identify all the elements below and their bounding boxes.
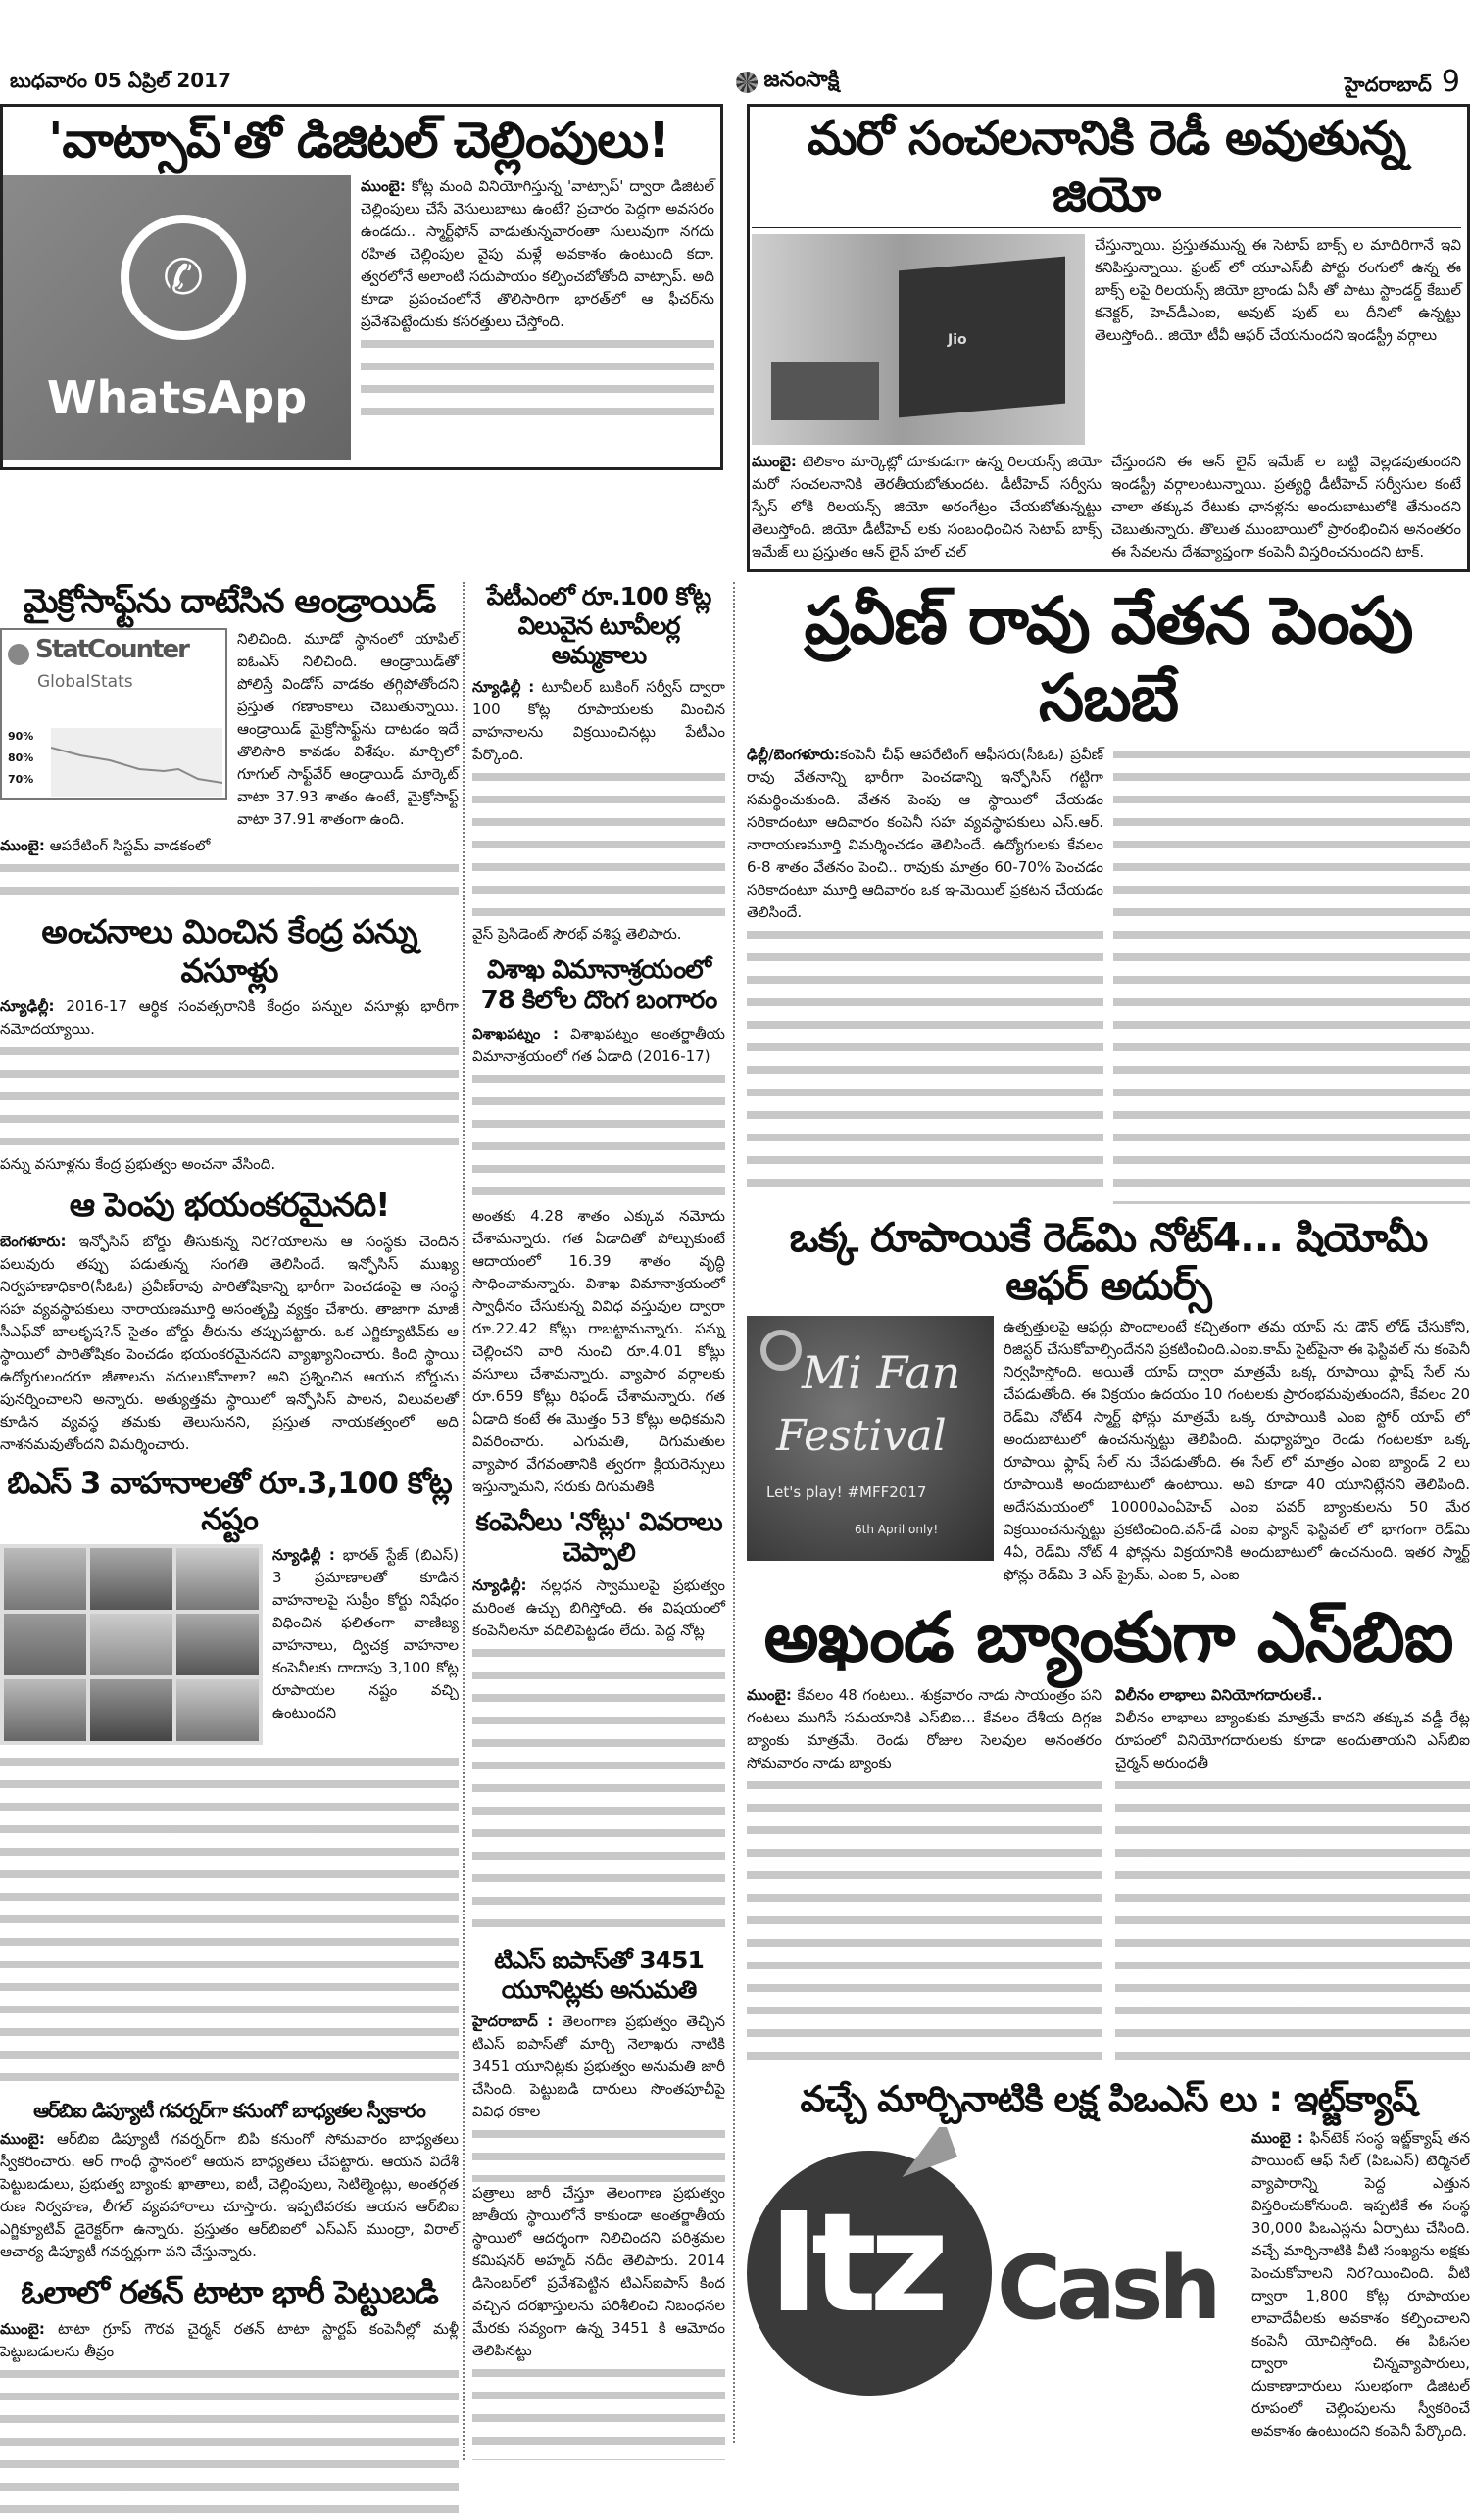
dateline: న్యూఢిల్లీ : — [472, 678, 535, 697]
speaker-icon — [760, 1330, 802, 1371]
text-continuation — [747, 924, 1103, 1198]
article-body — [0, 1231, 459, 1456]
dateline: ముంబై: — [747, 1685, 792, 1704]
article-jio — [747, 104, 1470, 572]
article-body-left — [747, 1684, 1102, 2068]
article-bs3 — [0, 1466, 459, 2089]
body-text: ఆపరేటింగ్ సిస్టమ్ వాడకంలో — [49, 836, 211, 854]
headline: కంపెనీలు 'నోట్లు' వివరాలు చెప్పాలి — [475, 1507, 722, 1568]
dateline: విశాఖపట్నం : — [472, 1024, 559, 1042]
text-continuation — [472, 1068, 725, 1205]
article-android — [0, 582, 459, 902]
article-ola — [0, 2273, 459, 2520]
article-body-end: పన్ను వసూళ్లను కేంద్ర ప్రభుత్వం అంచనా వేసింది. — [0, 1155, 276, 1174]
festival-tagline: Let's play! #MFF2017 — [766, 1482, 927, 1501]
article-body — [472, 1023, 725, 1068]
body-text: 2016-17 ఆర్థిక సంవత్సరానికి కేంద్రం పన్నుల వసూళ్లు భారీగా నమోదయ్యాయి. — [0, 997, 459, 1039]
body-text: టెలికాం మార్కెట్లో దూకుడుగా ఉన్న రిలయన్స్ జియో మరో సంచలనానికి తెరతీయబోతుందట. డీటీహెచ్ సర్వీసు స్పేస్ లోకి రిలయన్స్ జియో అరంగేట్రం చేయబోతున్నట్టు తెలుస్తోంది. జియో డీటీహెచ్ లకు సంబంధించిన సెటాప్ బాక్స్ ఇమేజ్ లు ప్రస్తుతం ఆన్ లైన్ హల్ చల్ — [752, 453, 1102, 561]
body-text: తెలంగాణ ప్రభుత్వం తెచ్చిన టిఎస్ ఐపాస్‌తో మార్చి నెలాఖరు నాటికి 3451 యూనిట్లకు ప్రభుత్వం అనుమతి జారీ చేసింది. పెట్టుబడి దారులు సొంతపూచీపై వివిధ రకాల — [472, 2011, 725, 2120]
dateline: న్యూఢిల్లీ : — [272, 1546, 335, 1565]
text-continuation — [747, 1774, 1102, 2068]
article-body — [747, 744, 1103, 924]
body-text: కేవలం 48 గంటలు.. శుక్రవారం నాడు సాయంత్రం పని గంటలు ముగిసే సమయానికి ఎస్‌బిఐ... కేవలం దేశీయ దిగ్గజ బ్యాంకు మాత్రమే. రెండు రోజుల సెలవుల అనంతరం సోమవారం నాడు బ్యాంకు — [747, 1685, 1102, 1771]
article-body — [0, 2318, 459, 2363]
paper-name: జనంసాక్షి — [763, 68, 840, 92]
text-continuation — [361, 333, 714, 423]
logo-text-cash: Cash — [997, 2237, 1217, 2341]
dateline: ముంబై : — [1251, 2129, 1303, 2148]
statcounter-chart-image — [0, 628, 227, 800]
text-continuation — [472, 2362, 725, 2460]
article-body — [472, 2011, 725, 2123]
dateline: ముంబై: — [361, 177, 406, 195]
headline: ఒక్క రూపాయికే రెడ్‌మి నోట్4... షియోమీ ఆఫర్ అదుర్స్ — [789, 1213, 1428, 1309]
article-body-side: నిలిచింది. మూడో స్థానంలో యాపిల్ ఐఓఎస్ నిలిచింది. ఆండ్రాయిడ్‌తో పోలిస్తే విండోస్ వాడకం తగ్గిపోతోందని ప్రస్తుత గణాంకాలు చెబుతున్నాయి. ఆండ్రాయిడ్ మైక్రోసాఫ్ట్‌ను దాటడం ఇదే తొలిసారి కావడం విశేషం. మార్చిలో గూగుల్ సాఫ్ట్‌వేర్ ఆండ్రాయిడ్ మార్కెట్ వాటా 37.93 శాతం ఉంటే, మైక్రోసాఫ్ట్ వాటా 37.91 శాతంగా ఉంది. — [237, 629, 459, 828]
article-redmi — [747, 1214, 1470, 1586]
body-text: కంపెనీ చీఫ్ ఆపరేటింగ్ ఆఫీసరు(సీఓఓ) ప్రవీణ్ రావు వేతనాన్ని భారీగా పెంచడాన్ని ఇన్ఫోసిస్ గట్టిగా సమర్థించుకుంది. వేతన పెంపు ఆ స్థాయిలో చేయడం సరికాదంటూ ఆదివారం కంపెనీ సహ వ్యవస్థాపకులు ఎస్.ఆర్. నారాయణమూర్తి విమర్శించడం తెలిసిందే. ఉద్యోగులకు కేవలం 6-8 శాతం వేతనం పెంచి.. రావుకు మాత్రం 60-70% పెంచడం సరికాదంటూ మూర్తి ఆదివారం ఒక ఇ-మెయిల్ ప్రకటన చేయడం తెలిసిందే. — [747, 745, 1103, 921]
city-name: హైదరాబాద్ — [1344, 72, 1432, 96]
page-info — [1345, 65, 1460, 101]
jio-setup-box-image — [752, 234, 1085, 445]
dateline: న్యూఢిల్లీ: — [0, 997, 55, 1016]
dateline: న్యూఢిల్లీ: — [472, 1575, 527, 1594]
body-text: ఆర్‌బిఐ డిప్యూటీ గవర్నర్‌గా బిపి కనుంగో సోమవారం బాధ్యతలు స్వీకరించారు. ఆర్ గాంధీ స్థానంలో ఆయన బాధ్యతలు చేపట్టారు. ఆయన విదేశీ పెట్టుబడులు, ప్రభుత్వ బ్యాంకు ఖాతాలు, ఐటీ, చెల్లింపులు, సెటిల్మెంట్లు, అంతర్గత రుణ నిర్వహణ, లీగల్ వ్యవహారాలు చూస్తారు. ఇప్పటివరకు ఆయన ఆర్‌బిఐ ఎగ్జిక్యూటివ్ డైరెక్టర్‌గా ఉన్నారు. ప్రస్తుతం ఆర్‌బిఐలో ఎస్ఎస్ ముంద్రా, విరాల్ ఆచార్య డిప్యూటీ గవర్నర్లుగా పని చేస్తున్నారు. — [0, 2130, 459, 2261]
article-rbi — [0, 2099, 459, 2263]
headline: ఆ పెంపు భయంకరమైనది! — [69, 1186, 390, 1225]
masthead — [736, 68, 839, 97]
headline: ప్రవీణ్ రావు వేతన పెంపు సబబే — [804, 583, 1413, 737]
article-body: ఉత్పత్తులపై ఆఫర్లు పొందాలంటే కచ్చితంగా తమ యాప్ ను డౌన్ లోడ్ చేసుకోని, రిజిస్టర్ చేసుకోవాల్సిందేనని ప్రకటించింది.ఎంఐ.కామ్ సైట్‌పైనా ఈ ఫెస్టివల్ ను కంపెనీ నిర్వహిస్తోంది. అయితే యాప్ ద్వారా మాత్రమే ఒక్క రూపాయి ఫ్లాష్ సేల్ ను చేపడుతోంది. ఈ విక్రయం ఉదయం 10 గంటలకు ప్రారంభమవుతుందని, కేవలం 20 రెడ్‌మి నోట్4 స్మార్ట్ ఫోన్లు మాత్రమే ఒక్క రూపాయికి ఎంఐ స్టోర్ యాప్ లో అందుబాటులో ఉంచనున్నట్టు తెలిపింది. మధ్యాహ్నం రెండు గంటలకూ ఒక్క రూపాయి ఫ్లాష్ సేల్ ను చేపడుతోంది. ఈ సేల్ లో మాత్రం ఎంఐ బ్యాండ్ 2 లు రూపాయికి అందుబాటులో ఉంటాయి. అవి కూడా 40 యూనిట్లేనని తెలిపింది. అదేసమయంలో 10000ఎంఏహెచ్ ఎంఐ పవర్ బ్యాంకులను 50 మేర విక్రయించనున్నట్టు ప్రకటించింది.వన్-డే ఎంఐ ఫ్యాన్ ఫెస్టివల్ లో భాగంగా రెడ్‌మి 4ఏ, రెడ్‌మి నోట్ 4 ఫోన్లను విక్రయానికి అందుబాటులో ఉంచనుంది. ఇతర స్మార్ట్ ఫోన్లు రెడ్‌మి 3 ఎస్ ప్రైమ్, ఎంఐ 5, ఎంఐ — [1004, 1317, 1470, 1583]
article-whatsapp — [0, 104, 723, 470]
article-paytm — [472, 582, 725, 945]
article-body-left — [747, 744, 1103, 1198]
top-stories — [0, 104, 1470, 572]
text-continuation — [0, 1751, 459, 2089]
headline: ఓలాలో రతన్ టాటా భారీ పెట్టుబడి — [21, 2273, 438, 2312]
dateline: ముంబై: — [752, 453, 797, 471]
headline: బిఎస్ 3 వాహనాలతో రూ.3,100 కోట్ల నష్టం — [7, 1465, 452, 1537]
text-continuation — [472, 766, 725, 923]
article-body — [747, 1684, 1102, 1774]
festival-date: 6th April only! — [855, 1522, 939, 1536]
article-praveen-rao — [747, 582, 1470, 1203]
dateline: ముంబై: — [0, 2319, 45, 2338]
page-number: 9 — [1441, 64, 1460, 99]
article-tax — [0, 912, 459, 1176]
article-company-notes — [472, 1508, 725, 1936]
headline: విశాఖ విమానాశ్రయంలో 78 కిలోల దొంగ బంగారం — [480, 955, 717, 1016]
main-stories — [0, 582, 1470, 2520]
y-tick: 70% — [8, 772, 34, 786]
text-continuation — [0, 2363, 459, 2520]
itzcash-logo-image — [747, 2127, 1242, 2401]
headline: టిఎస్ ఐపాస్‌తో 3451 యూనిట్లకు అనుమతి — [494, 1945, 704, 2004]
text-continuation — [1113, 744, 1470, 1204]
statcounter-subtitle: GlobalStats — [37, 671, 133, 692]
article-body-left — [752, 451, 1102, 563]
body-text: నల్లధన స్వాములపై ప్రభుత్వం మరింత ఉచ్చు బిగిస్తోంది. ఈ విషయంలో కంపెనీలనూ వదిలిపెట్టడం లేదు. పెద్ద నోట్ల — [472, 1575, 725, 1639]
headline: అంచనాలు మించిన కేంద్ర పన్ను వసూళ్లు — [41, 911, 417, 990]
body-text: విశాఖపట్నం అంతర్జాతీయ విమానాశ్రయంలో గత ఏడాది (2016-17) — [472, 1024, 725, 1065]
body-text: ఫిన్‌టెక్ సంస్థ ఇట్జ్‌క్యాష్ తన పాయింట్ ఆఫ్ సేల్ (పిఒఎస్) టెర్మినల్ వ్యాపారాన్ని పెద్ద ఎత్తున విస్తరించుకోనుంది. ఇప్పటికే ఈ సంస్థ 30,000 పిఒఎస్లను ఏర్పాటు చేసింది. వచ్చే మార్చినాటికి వీటి సంఖ్యను లక్షకు పెంచుకోవాలని నిర?యించింది. వీటి ద్వారా 1,800 కోట్ల రూపాయల లావాదేవీలకు అవకాశం కల్పించాలని కంపెనీ యోచిస్తోంది. ఈ పిఓసల ద్వారా చిన్నవ్యాపారులు, దుకాణాదారులు సులభంగా డిజిటల్ రూపంలో చెల్లింపులను స్వీకరించే అవకాశం ఉంటుందని కంపెనీ పేర్కొంది. — [1251, 2129, 1470, 2441]
headline: అఖండ బ్యాంకుగా ఎస్‌బిఐ — [763, 1596, 1453, 1677]
logo-text-itz: Itz — [768, 2184, 942, 2345]
dateline: ఢిల్లీ/బెంగళూరు: — [747, 745, 841, 763]
phone-icon: ✆ — [121, 215, 246, 340]
text-continuation — [1115, 1774, 1470, 2068]
article-body-mid: అంతకు 4.28 శాతం ఎక్కువ నమోదు చేశామన్నారు. గత ఏడాదితో పోల్చుకుంటే ఆదాయంలో 16.39 శాతం వృద్ధి సాధించామన్నారు. విశాఖ విమానాశ్రయంలో స్వాధీనం చేసుకున్న వివిధ వస్తువుల ద్వారా రూ.22.42 కోట్లు రాబట్టామన్నారు. పన్ను చెల్లించని వారి నుంచి రూ.4.01 కోట్లు వసూలు చేశామన్నారు. వ్యాపార వర్గాలకు రూ.659 కోట్లు రిఫండ్ చేశామన్నారు. గత ఏడాది కంటే ఈ మొత్తం 53 కోట్లు అధికమని వివరించారు. ఎగుమతి, దిగుమతుల వ్యాపార వేగవంతానికి త్వరగా క్లియరెన్సులు ఇస్తున్నామని, సరుకు దిగుమతికి — [472, 1206, 725, 1495]
body-text: టూవీలర్ బుకింగ్ సర్వీస్ ద్వారా 100 కోట్ల రూపాయలకు మించిన వాహనాలను విక్రయించినట్లు పేటీఎం పేర్కొంది. — [472, 678, 725, 764]
article-body — [0, 2128, 459, 2263]
image-caption: WhatsApp — [46, 371, 308, 424]
body-text: ఇన్ఫోసిస్ బోర్డు తీసుకున్న నిర?యాలను ఆ సంస్థకు చెందిన పలువురు తప్పు పడుతున్న సంగతి తెలిసిందే. ఇన్ఫోసిస్ ముఖ్య నిర్వహణాధికారి(సీఓఓ) ప్రవీణ్‌రావు పారితోషికాన్ని భారీగా పెంచడంపై ఆ సంస్థ సహ వ్యవస్థాపకులు నారాయణమూర్తి అసంతృప్తి వ్యక్తం చేశారు. తాజాగా మాజీ సీఎఫ్‌వో బాలకృష?న్ సైతం బోర్డు తీరును తప్పుపట్టారు. ఒక ఎగ్జిక్యూటివ్‌కు ఆ స్థాయిలో పారితోషికం పెంచడం భయంకరమైనదని వ్యాఖ్యానించారు. కింది స్థాయి ఉద్యోగులందరూ జీతాలను వదులుకోవాలా? అని ప్రశ్నించిన ఆయన బోర్డును పునర్నించాలని అన్నారు. అత్యుత్తమ స్థాయిలో ఇన్ఫోసిస్ పాలన, విలువలతో కూడిన వ్యవస్థ తమకు తెలుసునని, ప్రస్తుత నాయకత్వంలో అది నాశనమవుతోందని విమర్శించారు. — [0, 1232, 459, 1453]
subheading: విలీనం లాభాలు వినియోగదారులకే.. — [1115, 1685, 1323, 1704]
text-continuation — [472, 1642, 725, 1936]
festival-title: Mi Fan — [802, 1345, 961, 1399]
text-continuation — [472, 2123, 725, 2182]
article-body — [1251, 2127, 1470, 2443]
dateline: ముంబై: — [0, 836, 45, 854]
article-body-right: చేస్తుందని ఈ ఆన్ లైన్ ఇమేజ్ ల బట్టి వెల్లడవుతుందని ఇండస్ట్రీ వర్గాలంటున్నాయి. ప్రత్యర్థి డీటీహెచ్ సర్వీసుల కంటే చాలా తక్కువ రేటుకు ఛానళ్లను అందుబాటులోకి తేనుందని చెబుతున్నారు. తొలుత ముంబాయిలో ప్రారంభించిన అనంతరం ఈ సేవలను దేశవ్యాప్తంగా కంపెనీ విస్తరించనుందని టాక్. — [1111, 453, 1461, 561]
y-tick: 90% — [8, 729, 34, 743]
body-text: కోట్ల మంది వినియోగిస్తున్న 'వాట్సాప్' ద్వారా డిజిటల్ చెల్లింపులు చేసే వెసులుబాటు ఉంటే? ప్రచారం పెద్దగా అవసరం ఉండదు.. స్మార్ట్‌ఫోన్ వాడుతున్నవారంతా సులువుగా నగదు రహిత చెల్లింపుల వైపు మళ్లే అవకాశం ఉంటుంది కదా. త్వరలోనే అలాంటి సదుపాయం కల్పించబోతోంది వాట్సాప్. అది కూడా ప్రపంచంలోనే తొలిసారిగా భారత్‌లో ఆ ఫీచర్‌ను ప్రవేశపెట్టేందుకు కసరత్తులు చేస్తోంది. — [361, 177, 714, 330]
jio-logo: Jio — [948, 332, 967, 349]
text-continuation — [0, 857, 459, 902]
mi-fan-festival-image — [747, 1316, 994, 1561]
middle-column — [463, 582, 733, 2460]
article-ts-ipass — [472, 1946, 725, 2460]
headline: ఆర్‌బిఐ డిప్యూటీ గవర్నర్‌గా కనుంగో బాధ్యతల స్వీకారం — [33, 2099, 425, 2123]
headline: మైక్రోసాఫ్ట్‌ను దాటేసిన ఆండ్రాయిడ్ — [23, 582, 436, 622]
right-column — [733, 582, 1470, 2443]
globe-icon — [8, 644, 29, 665]
headline: పేటీఎంలో రూ.100 కోట్ల విలువైన టూవీలర్ల అమ్మకాలు — [486, 582, 711, 670]
article-body-side — [272, 1544, 459, 1724]
article-body-end: వైస్ ప్రెసిడెంట్ సౌరభ్ వశిష్ఠ తెలిపారు. — [472, 925, 682, 944]
article-sbi — [747, 1596, 1470, 2068]
article-infosys-hike — [0, 1186, 459, 1456]
text-continuation — [0, 1041, 459, 1153]
chart-y-ticks — [8, 726, 33, 791]
article-body-top: చేస్తున్నాయి. ప్రస్తుతమున్న ఈ సెటాప్ బాక్స్ ల మాదిరిగానే ఇవి కనిపిస్తున్నాయి. ఫ్రంట్ లో యూఎస్‌బీ పోర్టు రంగులో ఉన్న ఈ బాక్స్ లపై రిలయన్స్ జియో బ్రాండు ఏసీ తో పాటు స్టాండర్డ్ కేబుల్ కనెక్టర్, హెచ్‌డీఎంఐ, అవుట్ పుట్ లు దీనిలో ఉన్నట్టు తెలుస్తోంది.. జియో టీవీ ఆఫర్ చేయనుందని ఇండస్ట్రీ వర్గాలు — [1095, 236, 1461, 345]
article-body-mid: పత్రాలు జారీ చేస్తూ తెలంగాణ ప్రభుత్వం జాతీయ స్థాయిలోనే కాకుండా అంతర్జాతీయ స్థాయిలో ఆదర్శంగా నిలిచిందని పరిశ్రమల కమిషనర్ అహ్మద్ నదీం తెలిపారు. 2014 డిసెంబర్‌లో ప్రవేశపెట్టిన టిఎస్‌ఐపాస్ కింద వచ్చిన దరఖాస్తులను పరిశీలించి నిబంధనల మేరకు సవ్యంగా ఉన్న 3451 కి ఆమోదం తెలిపినట్టు — [472, 2183, 725, 2359]
statcounter-logo: StatCounter — [35, 634, 188, 664]
body-text: భారత్ స్టేజ్ (బిఎస్) 3 ప్రమాణాలతో కూడిన వాహనాలపై సుప్రీం కోర్టు నిషేధం విధించిన ఫలితంగా వాణిజ్య వాహనాలు, ద్విచక్ర వాహనాల కంపెనీలకు దాదాపు 3,100 కోట్ల రూపాయల నష్టం వచ్చి ఉంటుందని — [272, 1546, 459, 1722]
headline: వచ్చే మార్చినాటికి లక్ష పిఒఎస్ లు : ఇట్జ్‌క్యాష్ — [800, 2077, 1417, 2120]
left-column — [0, 582, 463, 2520]
article-itzcash — [747, 2078, 1470, 2443]
page-header — [0, 61, 1470, 104]
headline: 'వాట్సాప్'తో డిజిటల్ చెల్లింపులు! — [48, 112, 669, 169]
article-body-right — [1115, 1684, 1470, 2068]
headline: మరో సంచలనానికి రెడీ అవుతున్న జియో — [752, 111, 1461, 228]
issue-date: బుధవారం 05 ఏప్రిల్ 2017 — [10, 68, 232, 92]
article-body — [0, 995, 459, 1041]
article-body — [361, 175, 714, 423]
dateline: హైదరాబాద్ : — [472, 2011, 554, 2030]
body-text: టాటా గ్రూప్ గౌరవ చైర్మన్ రతన్ టాటా స్టార్టప్ కంపెనీల్లో మళ్లీ పెట్టుబడులను తీవ్రం — [0, 2319, 459, 2360]
dateline: ముంబై: — [0, 2130, 45, 2149]
paper-logo-icon — [736, 72, 758, 93]
article-body — [0, 835, 459, 902]
whatsapp-logo-image — [3, 175, 351, 460]
body-text: విలీనం లాభాలు బ్యాంకుకు మాత్రమే కాదని తక్కువ వడ్డీ రేట్ల రూపంలో వినియోగదారులకు కూడా అందుతాయని ఎస్‌బిఐ చైర్మన్ అరుంధతీ — [1115, 1708, 1470, 1771]
cars-collage-image — [0, 1544, 263, 1745]
y-tick: 80% — [8, 751, 34, 764]
article-body — [472, 676, 725, 766]
article-vizag-gold — [472, 955, 725, 1497]
article-body — [472, 1575, 725, 1642]
share-trend-line — [51, 728, 222, 797]
dateline: బెంగళూరు: — [0, 1232, 67, 1250]
festival-title-2: Festival — [776, 1410, 947, 1461]
